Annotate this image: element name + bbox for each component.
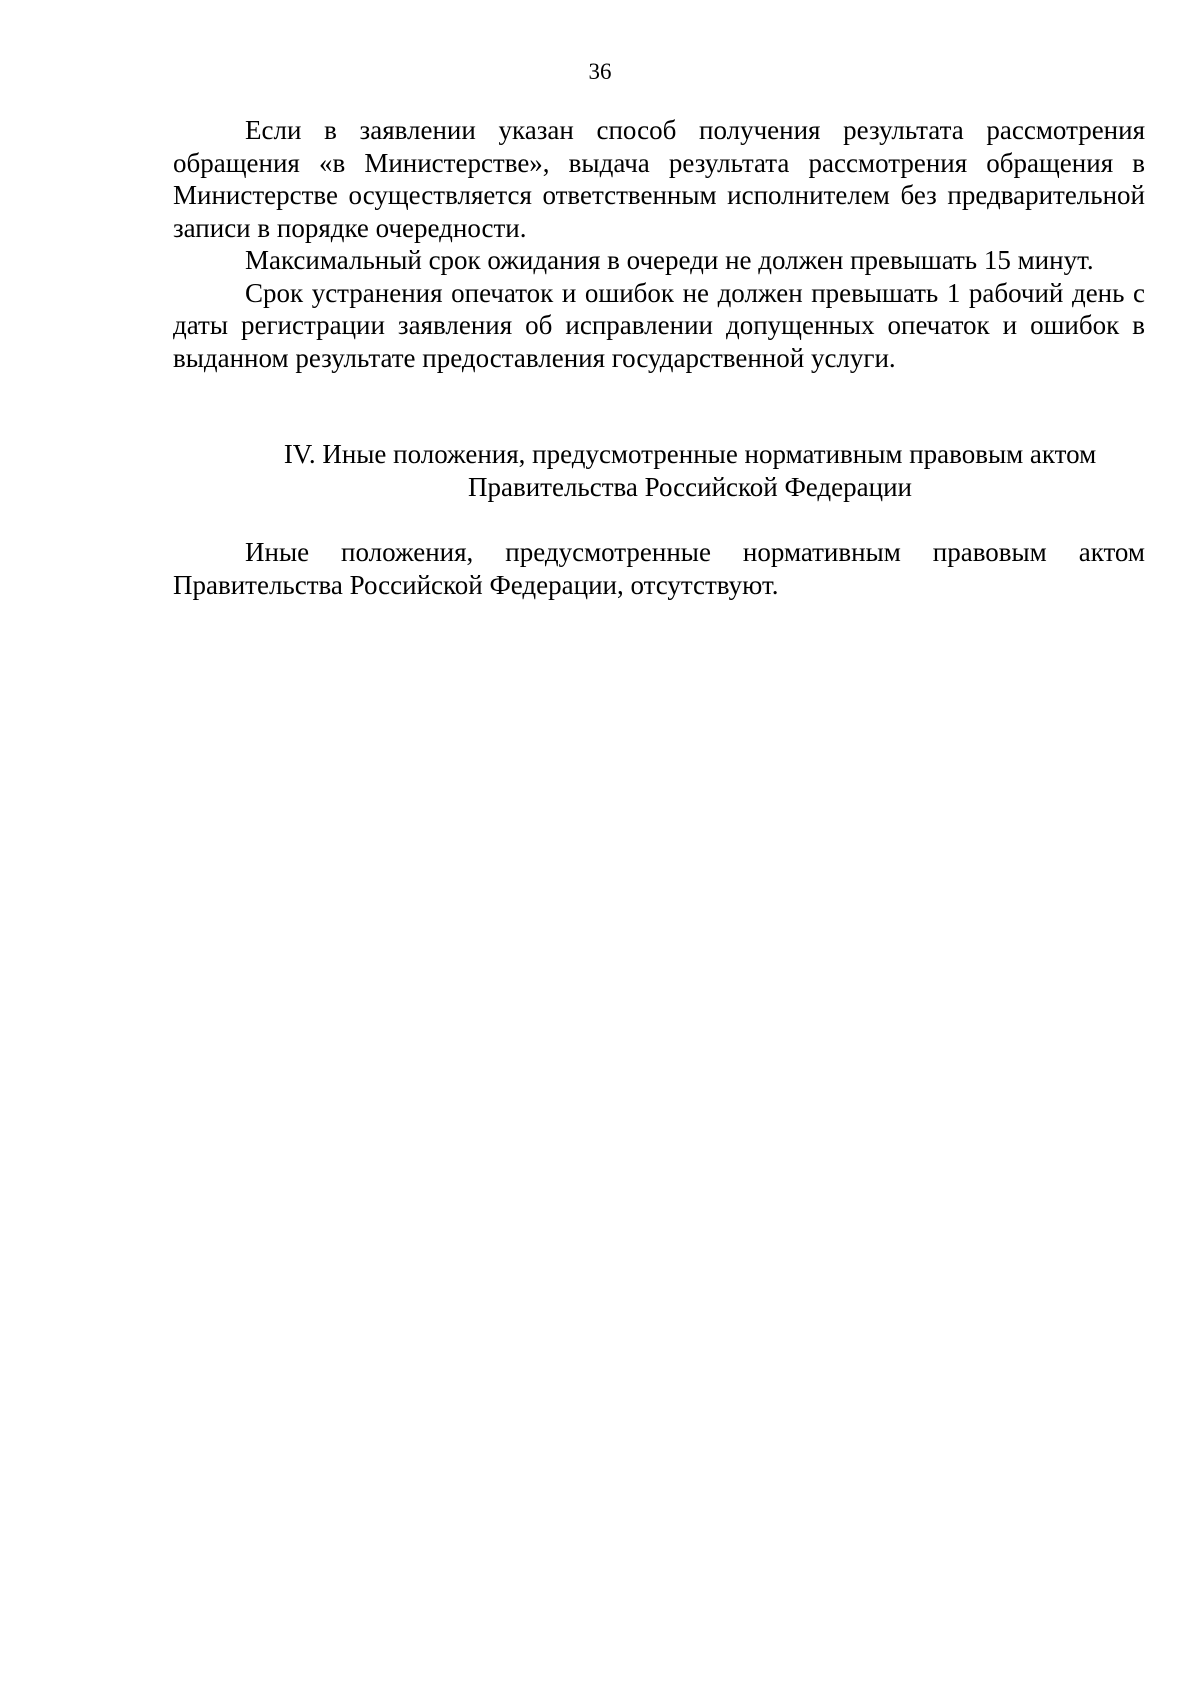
first-section-body xyxy=(173,114,1145,374)
paragraph-other-provisions: Иные положения, предусмотренные нормативным правовым актом Правительства Российской Федерации, отсутствуют. xyxy=(173,537,1145,600)
section-iv-heading-line-1: IV. Иные положения, предусмотренные нормативным правовым актом xyxy=(283,439,1097,469)
page-number: 36 xyxy=(588,59,612,84)
paragraph-queue-wait-time: Максимальный срок ожидания в очереди не должен превышать 15 минут. xyxy=(245,245,1094,275)
paragraph-result-issuance: Если в заявлении указан способ получения результата рассмотрения обращения «в Министерстве», выдача результата рассмотрения обращения в Министерстве осуществляется ответственным исполнителем без предварительной записи в порядке очередности. xyxy=(173,115,1145,243)
paragraph-typo-correction-deadline: Срок устранения опечаток и ошибок не должен превышать 1 рабочий день с даты регистрации заявления об исправлении допущенных опечаток и ошибок в выданном результате предоставления государственной услуги. xyxy=(173,277,1145,373)
section-iv-heading-line-2: Правительства Российской Федерации xyxy=(468,472,912,502)
section-iv-body xyxy=(173,536,1145,601)
section-iv-heading xyxy=(240,438,1140,504)
